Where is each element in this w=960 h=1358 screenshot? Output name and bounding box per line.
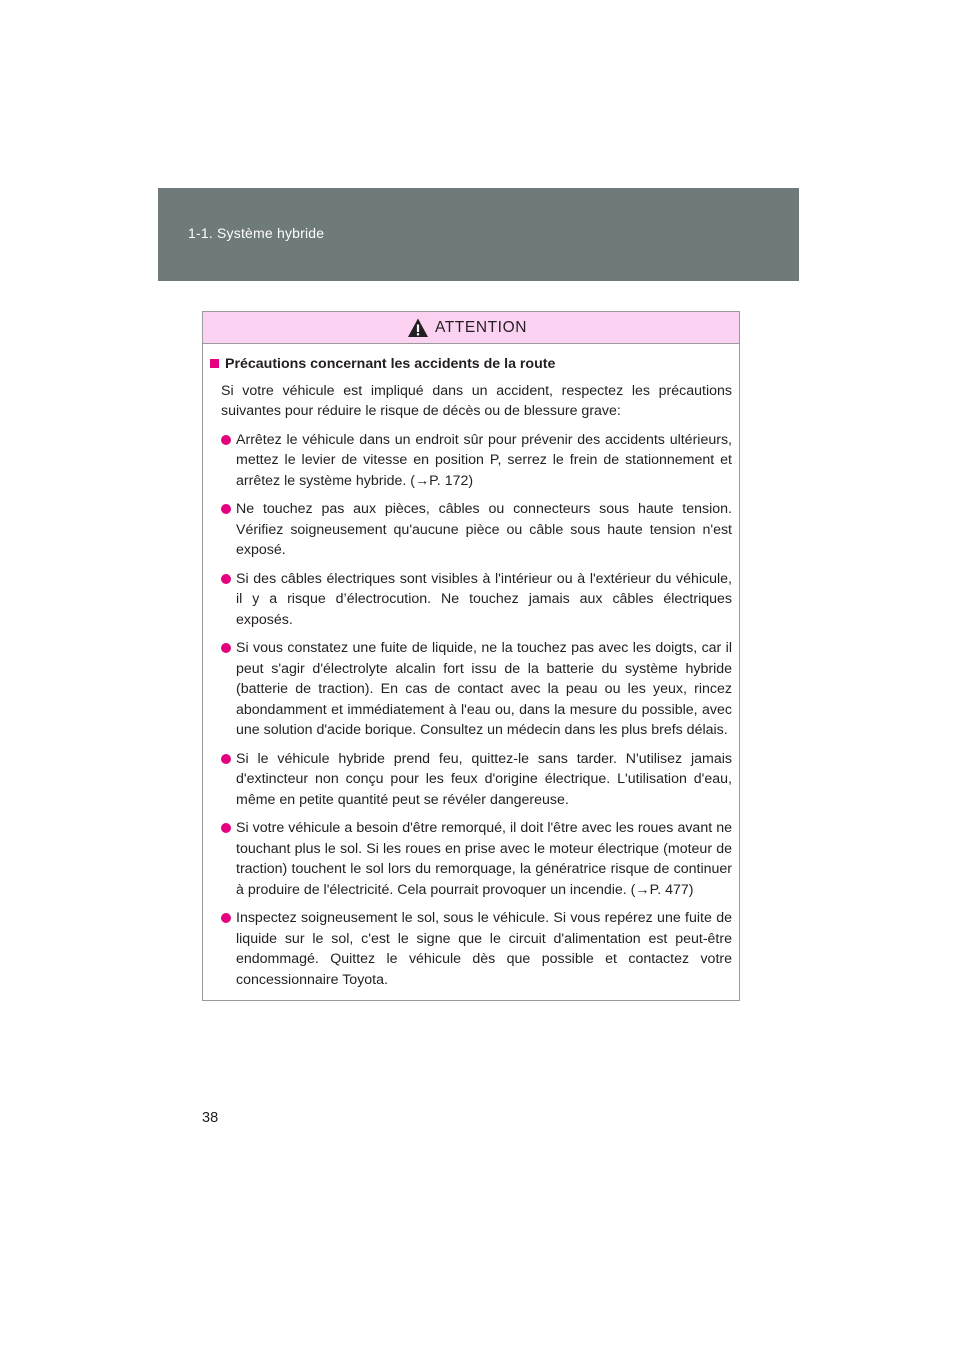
- bullet-dot-icon: [221, 823, 231, 833]
- warning-title: ATTENTION: [434, 318, 528, 336]
- list-item-text: Ne touchez pas aux pièces, câbles ou connecteurs sous haute tension. Vérifiez soigneusement qu'aucune pièce ou câble sous haute tension n'est exposé.: [236, 501, 732, 558]
- warning-header: [203, 312, 739, 344]
- warning-box: [202, 311, 740, 1001]
- list-item: [221, 430, 732, 492]
- warning-triangle-icon: [407, 317, 429, 339]
- warning-body: [203, 344, 739, 990]
- list-item-text: Si des câbles électriques sont visibles à l'intérieur ou à l'extérieur du véhicule, il y a risque d’électrocution. Ne touchez jamais aux câbles électriques exposés.: [236, 570, 732, 628]
- section-label: 1-1. Système hybride: [188, 225, 325, 241]
- page-number: 38: [202, 1110, 219, 1126]
- list-item-text: Si le véhicule hybride prend feu, quittez-le sans tarder. N'utilisez jamais d'extincteur non conçu pour les feux d'origine électrique. L'utilisation d'eau, même en petite quantité peut se révéler dangereuse.: [236, 750, 732, 808]
- intro-paragraph: Si votre véhicule est impliqué dans un accident, respectez les précautions suivantes pour réduire le risque de décès ou de blessure grave:: [221, 382, 732, 419]
- bullet-dot-icon: [221, 574, 231, 584]
- list-item-text: Inspectez soigneusement le sol, sous le véhicule. Si vous repérez une fuite de liquide sur le sol, c'est le signe que le circuit d'alimentation est peut-être endommagé. Quittez le véhicule dès que possible et contactez votre concessionnaire Toyota.: [236, 910, 732, 988]
- bullet-dot-icon: [221, 643, 231, 653]
- bullet-dot-icon: [221, 754, 231, 764]
- square-bullet-icon: [210, 359, 219, 368]
- list-item-text: Si vous constatez une fuite de liquide, ne la touchez pas avec les doigts, car il peut s'agir d'électrolyte alcalin fort issu de la batterie du système hybride (batterie de traction). En cas de contact avec la peau ou les yeux, rincez abondamment et immédiatement à l'eau ou, dans la mesure du possible, avec une solution d'acide borique. Consultez un médecin dans les plus brefs délais.: [236, 640, 732, 738]
- list-item: [221, 569, 732, 631]
- list-item: [221, 638, 732, 741]
- bullet-dot-icon: [221, 504, 231, 514]
- list-item: [221, 499, 732, 561]
- subheading: [210, 354, 732, 375]
- subheading-text: Précautions concernant les accidents de la route: [225, 356, 556, 372]
- list-item: [221, 818, 732, 900]
- bullet-dot-icon: [221, 435, 231, 445]
- header-band: [158, 188, 799, 281]
- bullet-dot-icon: [221, 913, 231, 923]
- list-item-text: Arrêtez le véhicule dans un endroit sûr pour prévenir des accidents ultérieurs, mettez le levier de vitesse en position P, serrez le frein de stationnement et arrêtez le système hybride. (→P. 172): [236, 431, 732, 489]
- list-item-text: Si votre véhicule a besoin d'être remorqué, il doit l'être avec les roues avant ne touchant plus le sol. Si les roues en prise avec le moteur électrique (moteur de traction) touchent le sol lors du remorquage, la génératrice risque de continuer à produire de l'électricité. Cela pourrait provoquer un incendie. (→P. 477): [236, 820, 732, 898]
- list-item: [221, 749, 732, 811]
- list-item: [221, 908, 732, 990]
